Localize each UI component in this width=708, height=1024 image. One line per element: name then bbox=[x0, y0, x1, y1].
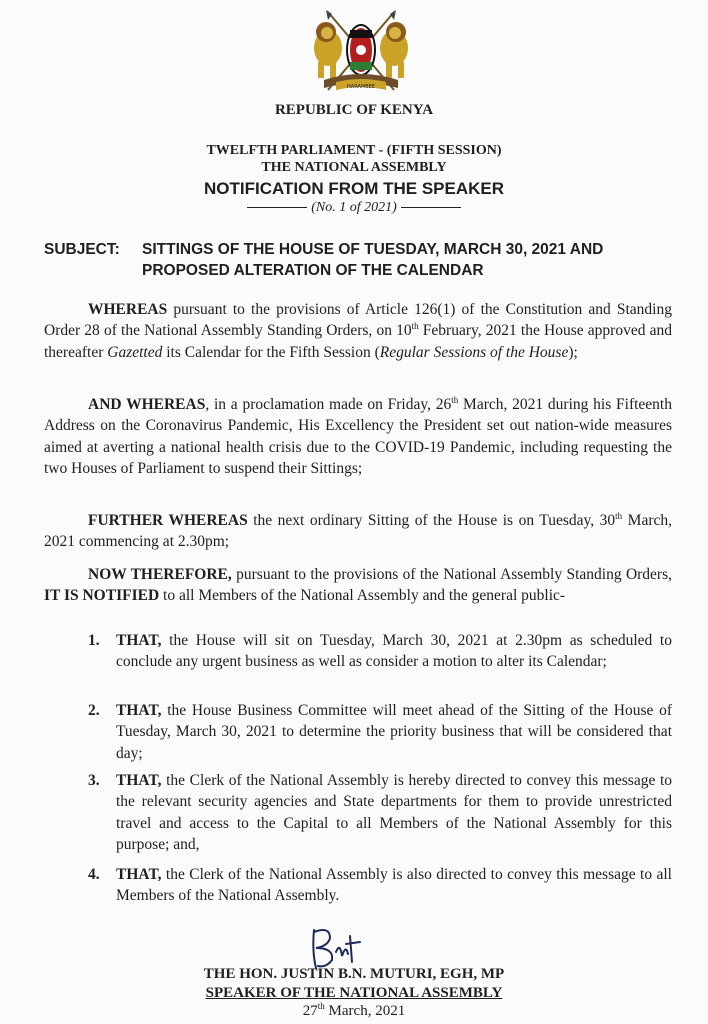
subject-label: SUBJECT: bbox=[44, 241, 120, 258]
assembly-name: THE NATIONAL ASSEMBLY bbox=[261, 160, 447, 175]
parliament-session: TWELFTH PARLIAMENT - (FIFTH SESSION) bbox=[206, 143, 502, 158]
list-item: 4. THAT, the Clerk of the National Assembly is also directed to convey this message to all Members of the National Assembly. bbox=[88, 866, 672, 905]
lead-text: AND WHEREAS bbox=[88, 396, 206, 413]
paragraph-whereas: WHEREAS pursuant to the provisions of Article 126(1) of the Constitution and Standing Order 28 of the National Assembly Standing Orders, on 10th February, 2021 the House approved and thereafter Gazetted its Calendar for the Fifth Session (Regular Sessions of the House); bbox=[44, 301, 672, 361]
subject-block bbox=[44, 239, 684, 281]
lead-text: WHEREAS bbox=[88, 301, 168, 318]
item-number: 2. bbox=[88, 702, 100, 719]
divider bbox=[401, 207, 461, 208]
lead-text: FURTHER WHEREAS bbox=[88, 512, 248, 529]
paragraph-further-whereas: FURTHER WHEREAS the next ordinary Sitting of the House is on Tuesday, 30th March, 2021 commencing at 2.30pm; bbox=[44, 511, 673, 551]
number-text: (No. 1 of 2021) bbox=[311, 200, 397, 215]
notification-number bbox=[0, 200, 708, 216]
signatory-name: THE HON. JUSTIN B.N. MUTURI, EGH, MP bbox=[203, 966, 505, 982]
item-number: 4. bbox=[88, 866, 100, 883]
subject-line-2: PROPOSED ALTERATION OF THE CALENDAR bbox=[142, 262, 484, 279]
kenya-coat-of-arms-icon bbox=[306, 8, 416, 96]
signatory-title: SPEAKER OF THE NATIONAL ASSEMBLY bbox=[205, 985, 503, 1001]
divider bbox=[247, 207, 307, 208]
item-number: 3. bbox=[88, 772, 100, 789]
paragraph-and-whereas: AND WHEREAS, in a proclamation made on Friday, 26th March, 2021 during his Fifteenth Address on the Coronavirus Pandemic, His Excellency the President set out nation-wide measures aimed at averting a national health crisis due to the COVID-19 Pandemic, including requesting the two Houses of Parliament to suspend their Sittings; bbox=[44, 395, 672, 477]
lead-text: NOW THEREFORE, bbox=[88, 566, 232, 583]
republic-title: REPUBLIC OF KENYA bbox=[274, 102, 434, 118]
paragraph-now-therefore: NOW THEREFORE, pursuant to the provisions of the National Assembly Standing Orders, IT IS NOTIFIED to all Members of the National Assembly and the general public- bbox=[44, 566, 672, 605]
list-item: 3. THAT, the Clerk of the National Assembly is hereby directed to convey this message to the relevant security agencies and State departments for them to provide unrestricted travel and access to the Capital to all Members of the National Assembly for this purpose; and, bbox=[88, 772, 672, 853]
crest-motto: HARAMBEE bbox=[347, 84, 375, 90]
notification-heading: NOTIFICATION FROM THE SPEAKER bbox=[203, 179, 504, 198]
item-number: 1. bbox=[88, 632, 100, 649]
list-item: 1. THAT, the House will sit on Tuesday, March 30, 2021 at 2.30pm as scheduled to conclude any urgent business as well as consider a motion to alter its Calendar; bbox=[88, 632, 672, 671]
list-item: 2. THAT, the House Business Committee will meet ahead of the Sitting of the House of Tuesday, March 30, 2021 to determine the priority business that will be considered that day; bbox=[88, 702, 672, 762]
signature-date: 27th March, 2021 bbox=[302, 1001, 406, 1019]
subject-line-1: SITTINGS OF THE HOUSE OF TUESDAY, MARCH 30, 2021 AND bbox=[142, 241, 604, 258]
